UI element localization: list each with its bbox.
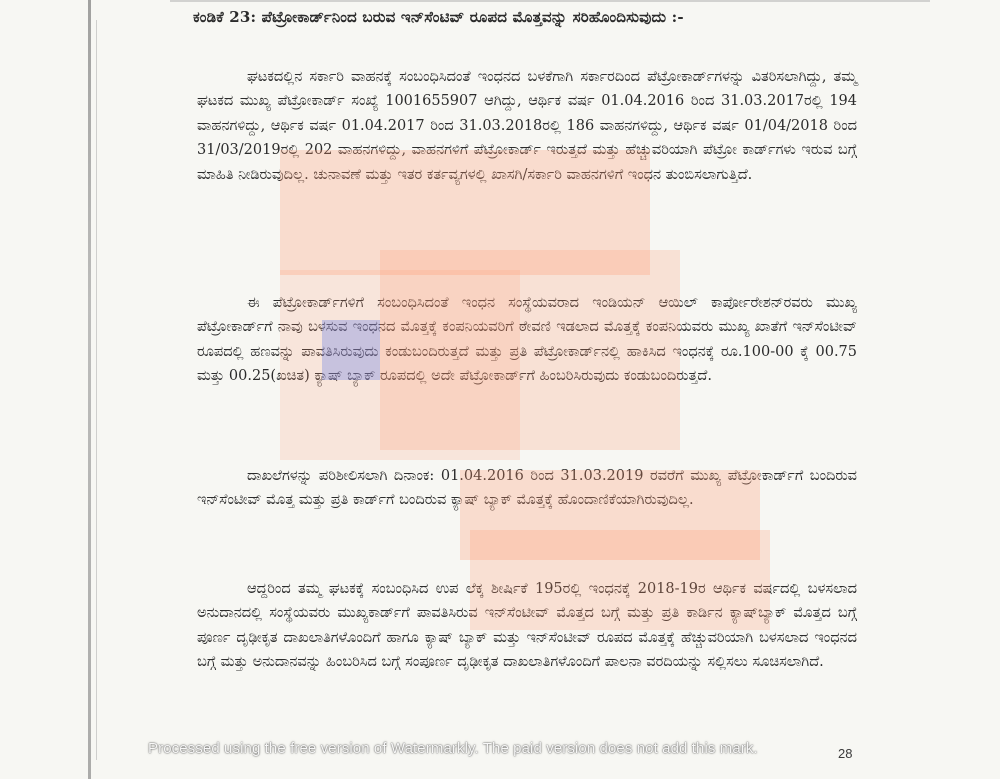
paragraph-2: ಈ ಪೆಟ್ರೋಕಾರ್ಡ್‌ಗಳಿಗೆ ಸಂಬಂಧಿಸಿದಂತೆ ಇಂಧನ ಸಂಸ್ಥೆಯವರಾದ ಇಂಡಿಯನ್ ಆಯಿಲ್ ಕಾರ್ಪೋರೇಶನ್‌ರವರು ಮುಖ್ಯ ಪೆಟ್ರೋಕಾರ್ಡ್‌ಗೆ ನಾವು ಬಳಸುವ ಇಂಧನದ ಮೊತ್ತಕ್ಕೆ ಕಂಪನಿಯವರಿಗೆ ಠೇವಣಿ ಇಡಲಾದ ಮೊತ್ತಕ್ಕೆ ಕಂಪನಿಯವರು ಮುಖ್ಯ ಖಾತೆಗೆ ಇನ್‌ಸೆಂಟೀವ್ ರೂಪದಲ್ಲಿ ಹಣವನ್ನು ಪಾವತಿಸಿರುವುದು ಕಂಡುಬಂದಿರುತ್ತದೆ ಮತ್ತು ಪ್ರತಿ ಪೆಟ್ರೋಕಾರ್ಡ್‌ನಲ್ಲಿ ಹಾಕಿಸಿದ ಇಂಧನಕ್ಕೆ ರೂ.100-00 ಕ್ಕೆ 00.75 ಮತ್ತು 00.25(ಖಚಿತ) ಕ್ಯಾಷ್ ಬ್ಯಾಕ್ ರೂಪದಲ್ಲಿ ಅದೇ ಪೆಟ್ರೋಕಾರ್ಡ್‌ಗೆ ಹಿಂಬರಿಸಿರುವುದು ಕಂಡುಬಂದಿರುತ್ತದೆ. bbox=[197, 294, 857, 384]
paragraph-4: ಆದ್ದರಿಂದ ತಮ್ಮ ಘಟಕಕ್ಕೆ ಸಂಬಂಧಿಸಿದ ಉಪ ಲೆಕ್ಕ ಶೀರ್ಷಿಕೆ 195ರಲ್ಲಿ ಇಂಧನಕ್ಕೆ 2018-19ರ ಆರ್ಥಿಕ ವರ್ಷದಲ್ಲಿ ಬಳಸಲಾದ ಅನುದಾನದಲ್ಲಿ ಸಂಸ್ಥೆಯವರು ಮುಖ್ಯಕಾರ್ಡ್‌ಗೆ ಪಾವತಿಸಿರುವ ಇನ್‌ಸೆಂಟೀವ್ ಮೊತ್ತದ ಬಗ್ಗೆ ಮತ್ತು ಪ್ರತಿ ಕಾರ್ಡಿನ ಕ್ಯಾಷ್‌ಬ್ಯಾಕ್ ಮೊತ್ತದ ಬಗ್ಗೆ ಪೂರ್ಣ ದೃಢೀಕೃತ ದಾಖಲಾತಿಗಳೊಂದಿಗೆ ಹಾಗೂ ಕ್ಯಾಷ್ ಬ್ಯಾಕ್ ಮತ್ತು ಇನ್‌ಸೆಂಟೀವ್ ರೂಪದ ಮೊತ್ತಕ್ಕೆ ಹೆಚ್ಚುವರಿಯಾಗಿ ಬಳಸಲಾದ ಇಂಧನದ ಬಗ್ಗೆ ಮತ್ತು ಅನುದಾನವನ್ನು ಹಿಂಬರಿಸಿದ ಬಗ್ಗೆ ಸಂಪೂರ್ಣ ದೃಢೀಕೃತ ದಾಖಲಾತಿಗಳೊಂದಿಗೆ ಪಾಲನಾ ವರದಿಯನ್ನು ಸಲ್ಲಿಸಲು ಸೂಚಿಸಲಾಗಿದೆ. bbox=[197, 580, 857, 670]
section-heading: ಕಂಡಿಕೆ 23: ಪೆಟ್ರೋಕಾರ್ಡ್‌ನಿಂದ ಬರುವ ಇನ್‌ಸೆಂಟಿವ್ ರೂಪದ ಮೊತ್ತವನ್ನು ಸರಿಹೊಂದಿಸುವುದು :- bbox=[193, 8, 684, 26]
scan-fold-line bbox=[96, 20, 97, 760]
watermark-text: Processed using the free version of Watermarkly. The paid version does not add this mark. bbox=[148, 740, 758, 757]
page-number: 28 bbox=[838, 746, 853, 761]
paragraph-3: ದಾಖಲೆಗಳನ್ನು ಪರಿಶೀಲಿಸಲಾಗಿ ದಿನಾಂಕ: 01.04.2016 ರಿಂದ 31.03.2019 ರವರೆಗೆ ಮುಖ್ಯ ಪೆಟ್ರೋಕಾರ್ಡ್‌ಗೆ ಬಂದಿರುವ ಇನ್‌ಸೆಂಟೀವ್ ಮೊತ್ತ ಮತ್ತು ಪ್ರತಿ ಕಾರ್ಡ್‌ಗೆ ಬಂದಿರುವ ಕ್ಯಾಷ್ ಬ್ಯಾಕ್ ಮೊತ್ತಕ್ಕೆ ಹೊಂದಾಣಿಕೆಯಾಗಿರುವುದಿಲ್ಲ. bbox=[197, 467, 857, 508]
document-page bbox=[185, 0, 865, 779]
paragraph-1: ಘಟಕದಲ್ಲಿನ ಸರ್ಕಾರಿ ವಾಹನಕ್ಕೆ ಸಂಬಂಧಿಸಿದಂತೆ ಇಂಧನದ ಬಳಕೆಗಾಗಿ ಸರ್ಕಾರದಿಂದ ಪೆಟ್ರೋಕಾರ್ಡ್‌ಗಳನ್ನು ವಿತರಿಸಲಾಗಿದ್ದು, ತಮ್ಮ ಘಟಕದ ಮುಖ್ಯ ಪೆಟ್ರೋಕಾರ್ಡ್ ಸಂಖ್ಯೆ 1001655907 ಆಗಿದ್ದು, ಆರ್ಥಿಕ ವರ್ಷ 01.04.2016 ರಿಂದ 31.03.2017ರಲ್ಲಿ 194 ವಾಹನಗಳಿದ್ದು, ಆರ್ಥಿಕ ವರ್ಷ 01.04.2017 ರಿಂದ 31.03.2018ರಲ್ಲಿ 186 ವಾಹನಗಳಿದ್ದು, ಆರ್ಥಿಕ ವರ್ಷ 01/04/2018 ರಿಂದ 31/03/2019ರಲ್ಲಿ 202 ವಾಹನಗಳಿದ್ದು, ವಾಹನಗಳಿಗೆ ಪೆಟ್ರೋಕಾರ್ಡ್ ಇರುತ್ತದೆ ಮತ್ತು ಹೆಚ್ಚುವರಿಯಾಗಿ ಪೆಟ್ರೋ ಕಾರ್ಡ್‌ಗಳು ಇರುವ ಬಗ್ಗೆ ಮಾಹಿತಿ ನೀಡಿರುವುದಿಲ್ಲ. ಚುನಾವಣೆ ಮತ್ತು ಇತರ ಕರ್ತವ್ಯಗಳಲ್ಲಿ ಖಾಸಗಿ/ಸರ್ಕಾರಿ ವಾಹನಗಳಿಗೆ ಇಂಧನ ತುಂಬಿಸಲಾಗುತ್ತಿದೆ. bbox=[197, 68, 857, 183]
scan-left-edge bbox=[88, 0, 91, 779]
